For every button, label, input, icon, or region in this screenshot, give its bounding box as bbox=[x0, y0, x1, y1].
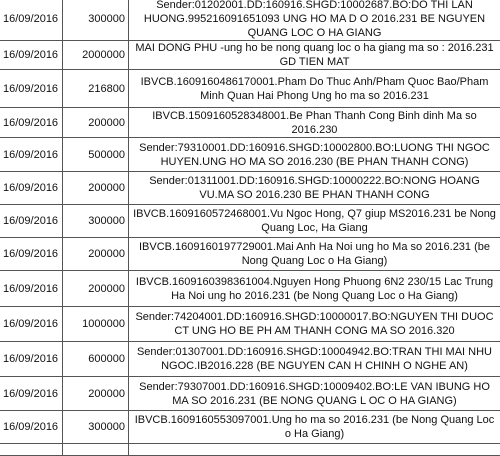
date-cell bbox=[0, 444, 63, 456]
description-cell: Sender:01202001.DD:160916.SHGD:10002687.BO:DO THI LAN HUONG.995216091651093 UNG HO MA D O 2016.231 BE NGUYEN QUANG LOC O HA GIANG bbox=[129, 0, 500, 41]
amount-cell: 200000 bbox=[63, 172, 129, 205]
description-cell: IBVCB.1609160553097001.Ung ho ma so 2016.231 (be Nong Quang Loc o Ha Giang) bbox=[129, 411, 500, 444]
date-cell: 16/09/2016 bbox=[0, 342, 63, 377]
date-cell: 16/09/2016 bbox=[0, 0, 63, 41]
table-row bbox=[0, 444, 500, 456]
date-cell: 16/09/2016 bbox=[0, 70, 63, 108]
amount-cell: 216800 bbox=[63, 70, 129, 108]
description-cell bbox=[129, 444, 500, 456]
description-cell: IBVCB.1609160197729001.Mai Anh Ha Noi ung ho Ma so 2016.231 (be Nong Quang Loc o Ha Giang) bbox=[129, 238, 500, 271]
description-cell: Sender:01311001.DD:160916.SHGD:10000222.BO:NONG HOANG VU.MA SO 2016.230 BE PHAN THANH CONG bbox=[129, 172, 500, 205]
amount-cell: 2000000 bbox=[63, 41, 129, 70]
date-cell: 16/09/2016 bbox=[0, 108, 63, 138]
description-cell: Sender:79307001.DD:160916.SHGD:10009402.BO:LE VAN IBUNG HO MA SO 2016.231 (BE NONG QUANG L OC O HA GIANG) bbox=[129, 377, 500, 411]
amount-cell: 1000000 bbox=[63, 307, 129, 342]
description-cell: IBVCB.1609160398361004.Nguyen Hong Phuong 6N2 230/15 Lac Trung Ha Noi ung ho 2016.231 (be Nong Quang Loc o Ha Giang) bbox=[129, 271, 500, 307]
date-cell: 16/09/2016 bbox=[0, 377, 63, 411]
table-row bbox=[0, 342, 500, 377]
amount-cell: 300000 bbox=[63, 411, 129, 444]
description-cell: IBVCB.1509160528348001.Be Phan Thanh Cong Binh dinh Ma so 2016.230 bbox=[129, 108, 500, 138]
amount-cell: 200000 bbox=[63, 377, 129, 411]
date-cell: 16/09/2016 bbox=[0, 271, 63, 307]
table-row bbox=[0, 108, 500, 138]
date-cell: 16/09/2016 bbox=[0, 138, 63, 172]
amount-cell: 200000 bbox=[63, 108, 129, 138]
table-row bbox=[0, 70, 500, 108]
description-cell: IBVCB.1609160572468001.Vu Ngoc Hong, Q7 giup MS2016.231 be Nong Quang Loc, Ha Giang bbox=[129, 205, 500, 238]
table-row bbox=[0, 307, 500, 342]
date-cell: 16/09/2016 bbox=[0, 307, 63, 342]
date-cell: 16/09/2016 bbox=[0, 238, 63, 271]
table-row bbox=[0, 138, 500, 172]
table-row bbox=[0, 172, 500, 205]
date-cell: 16/09/2016 bbox=[0, 41, 63, 70]
date-cell: 16/09/2016 bbox=[0, 172, 63, 205]
table-row bbox=[0, 0, 500, 41]
amount-cell: 500000 bbox=[63, 138, 129, 172]
description-cell: Sender:01307001.DD:160916.SHGD:10004942.BO:TRAN THI MAI NHU NGOC.IB2016.228 (BE NGUYEN CAN H CHINH O NGHE AN) bbox=[129, 342, 500, 377]
table-row bbox=[0, 238, 500, 271]
description-cell: Sender:74204001.DD:160916.SHGD:10000017.BO:NGUYEN THI DUOC CT UNG HO BE PH AM THANH CONG MA SO 2016.320 bbox=[129, 307, 500, 342]
amount-cell: 600000 bbox=[63, 342, 129, 377]
amount-cell: 200000 bbox=[63, 238, 129, 271]
amount-cell: 200000 bbox=[63, 271, 129, 307]
amount-cell: 300000 bbox=[63, 205, 129, 238]
table-row bbox=[0, 41, 500, 70]
table-row bbox=[0, 205, 500, 238]
description-cell: IBVCB.1609160486170001.Pham Do Thuc Anh/Pham Quoc Bao/Pham Minh Quan Hai Phong Ung ho ma so 2016.231 bbox=[129, 70, 500, 108]
amount-cell bbox=[63, 444, 129, 456]
table-row bbox=[0, 271, 500, 307]
table-row bbox=[0, 411, 500, 444]
description-cell: Sender:79310001.DD:160916.SHGD:10002800.BO:LUONG THI NGOC HUYEN.UNG HO MA SO 2016.230 (BE PHAN THANH CONG) bbox=[129, 138, 500, 172]
table-row bbox=[0, 377, 500, 411]
date-cell: 16/09/2016 bbox=[0, 411, 63, 444]
amount-cell: 300000 bbox=[63, 0, 129, 41]
description-cell: MAI DONG PHU -ung ho be nong quang loc o ha giang ma so : 2016.231 GD TIEN MAT bbox=[129, 41, 500, 70]
date-cell: 16/09/2016 bbox=[0, 205, 63, 238]
